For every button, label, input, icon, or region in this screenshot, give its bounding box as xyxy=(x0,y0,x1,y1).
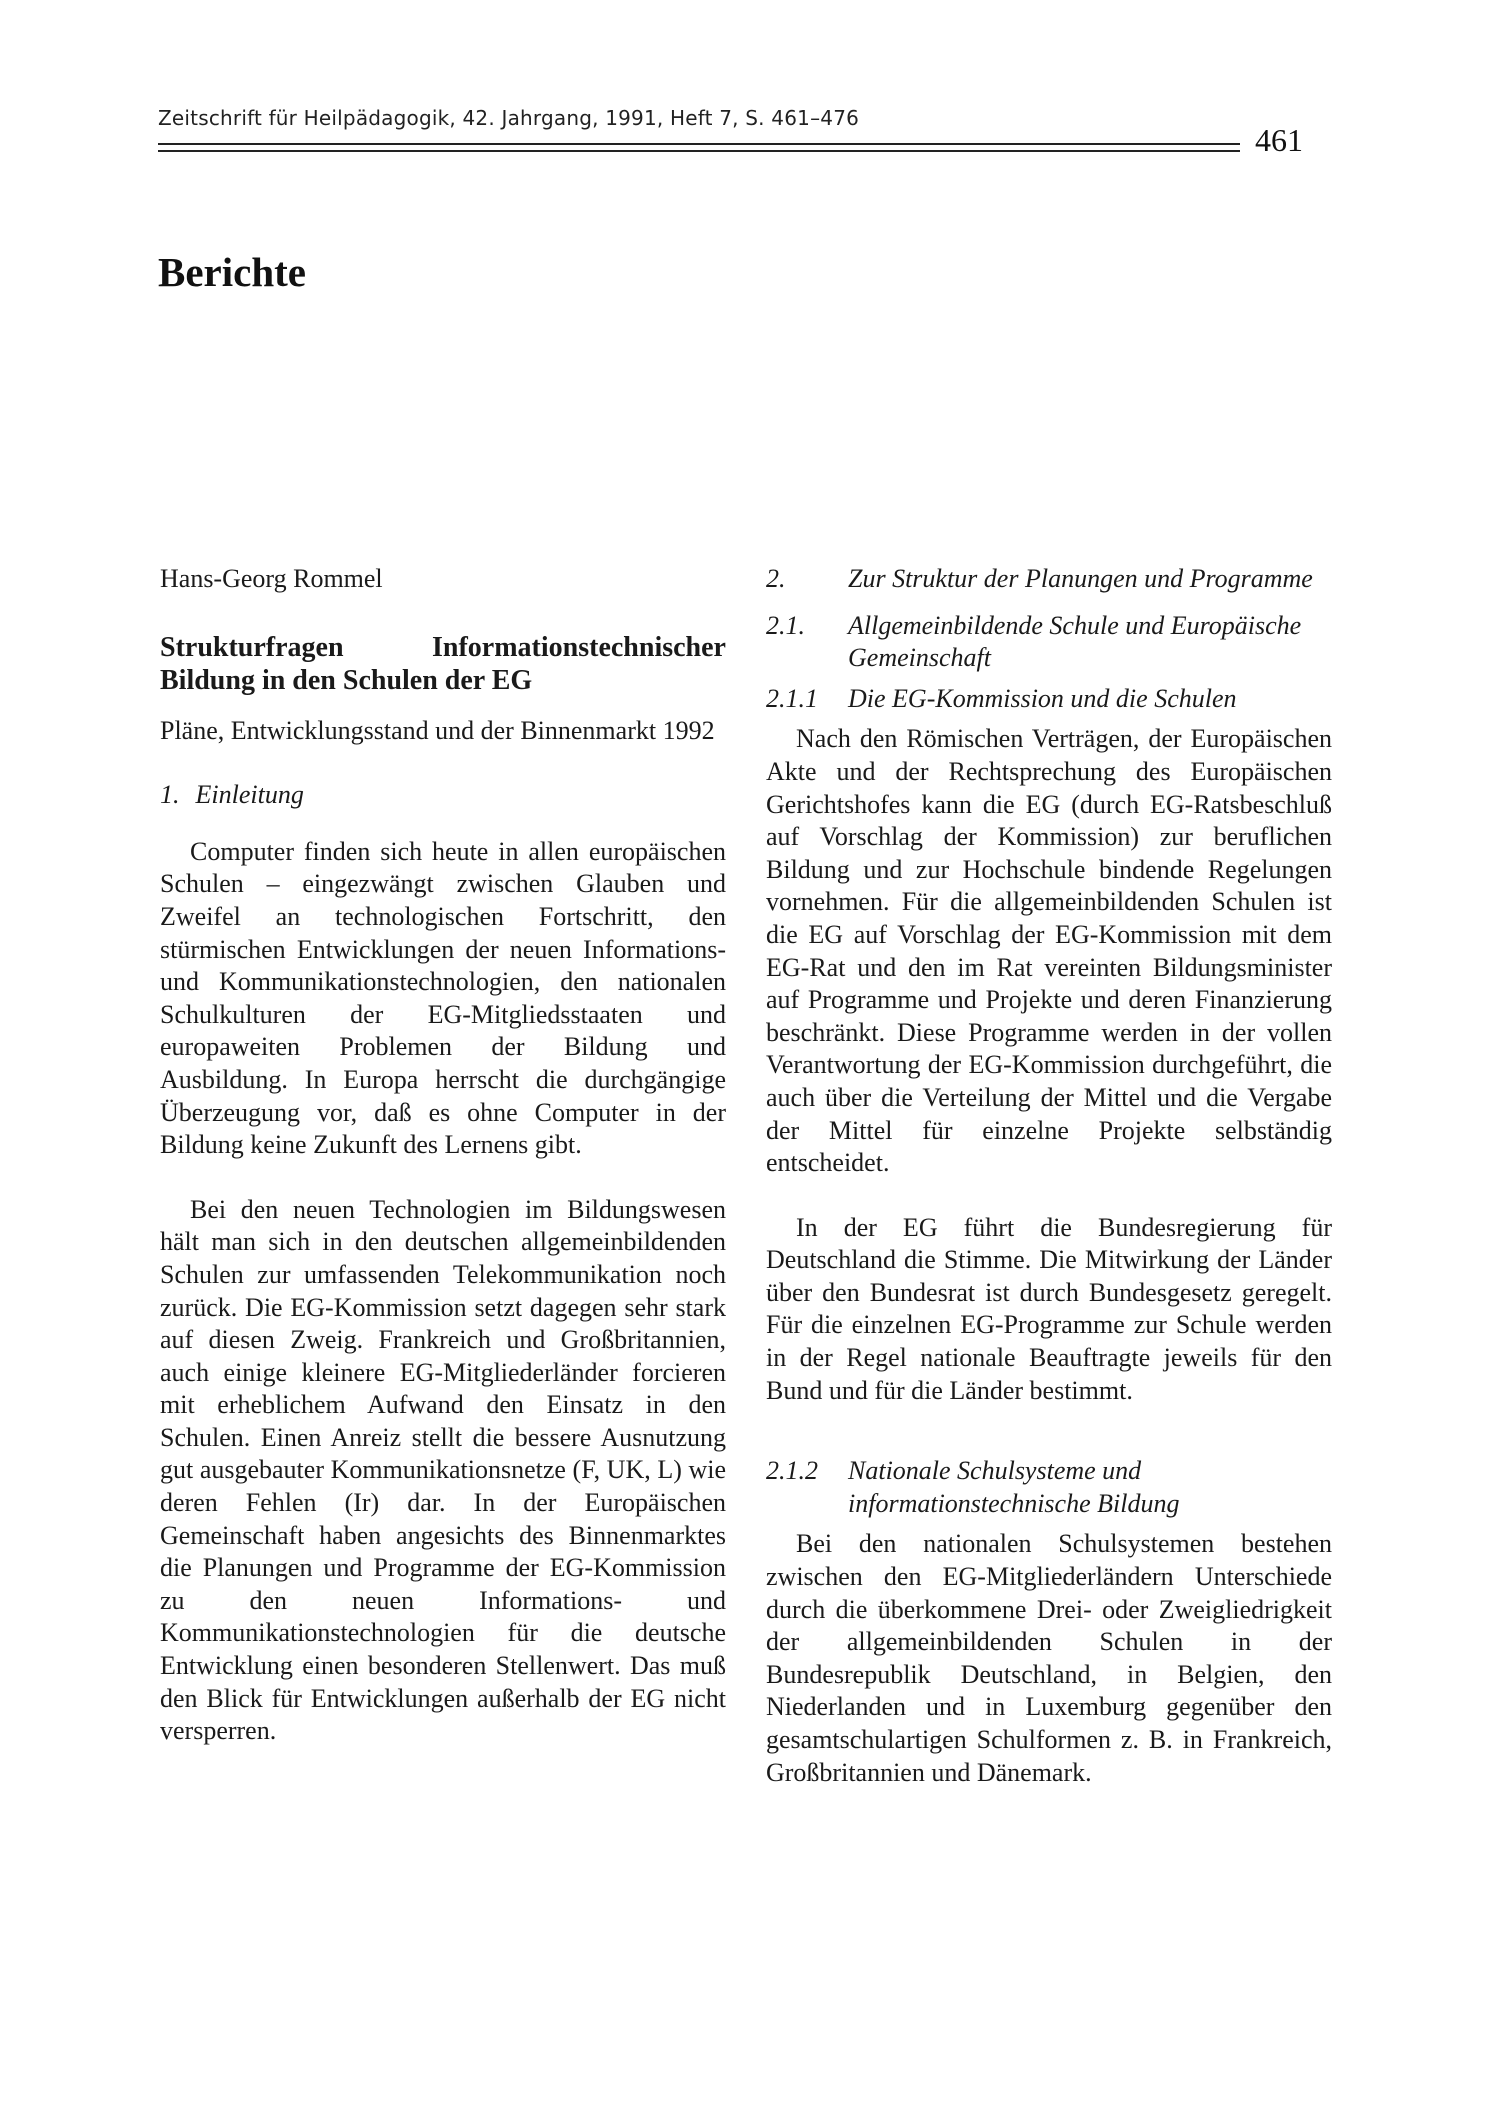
paragraph: Bei den nationalen Schulsystemen bestehen zwischen den EG-Mitgliederländern Unterschiede durch die überkommene Drei- oder Zweigliedrigkeit der allgemeinbildenden Schulen in der Bundesrepublik Deutschland, in Belgien, den Niederlanden und in Luxemburg gegenüber den gesamtschulartigen Schulformen z. B. in Frankreich, Großbritannien und Dänemark. xyxy=(766,1529,1332,1787)
header-rule-bottom xyxy=(158,150,1240,152)
heading-2-1 xyxy=(766,610,1332,675)
paragraph: Nach den Römischen Verträgen, der Europäischen Akte und der Rechtsprechung des Europäischen Gerichtshofes kann die EG (durch EG-Ratsbeschluß auf Vorschlag der Kommission) zur beruflichen Bildung und zur Hochschule bindende Regelungen vornehmen. Für die allgemeinbildenden Schulen ist die EG auf Vorschlag der EG-Kommission mit dem EG-Rat und den im Rat vereinten Bildungsminister auf Programme und Projekte und deren Finanzierung beschränkt. Diese Programme werden in der vollen Verantwortung der EG-Kommission durchgeführt, die auch über die Verteilung der Mittel und die Vergabe der Mittel für einzelne Projekte selbständig entscheidet. xyxy=(766,724,1332,1178)
author-name: Hans-Georg Rommel xyxy=(160,564,383,593)
heading-number: 2.1.2 xyxy=(766,1456,818,1486)
paragraph: In der EG führt die Bundesregierung für Deutschland die Stimme. Die Mitwirkung der Länder über den Bundesrat ist durch Bundesgesetz geregelt. Für die einzelnen EG-Programme zur Schule werden in der Regel nationale Beauftragte jeweils für den Bund und für die Länder bestimmt. xyxy=(766,1212,1332,1405)
section-title: Berichte xyxy=(158,249,306,295)
paragraph: Computer finden sich heute in allen europäischen Schulen – eingezwängt zwischen Glauben und Zweifel an technologischen Fortschritt, den stürmischen Entwicklungen der neuen Informations- und Kommunikationstechnologien, den nationalen Schulkulturen der EG-Mitgliedsstaaten und europaweiten Problemen der Bildung und Ausbildung. In Europa herrscht die durchgängige Überzeugung vor, daß es ohne Computer in der Bildung keine Zukunft des Lernens gibt. xyxy=(160,836,726,1160)
heading-2-1-1 xyxy=(766,683,1332,716)
heading-number: 2.1.1 xyxy=(766,683,818,713)
heading-text: Die EG-Kommission und die Schulen xyxy=(848,683,1237,713)
article-subtitle: Pläne, Entwicklungsstand und der Binnenmarkt 1992 xyxy=(160,715,715,745)
heading-number: 1. xyxy=(160,780,180,810)
article-title: Strukturfragen Informationstechnischer Bildung in den Schulen der EG xyxy=(160,631,726,696)
heading-text: Allgemeinbildende Schule und Europäische Gemeinschaft xyxy=(848,610,1302,673)
paragraph: Bei den neuen Technologien im Bildungswesen hält man sich in den deutschen allgemeinbildenden Schulen zur umfassenden Telekommunikation noch zurück. Die EG-Kommission setzt dagegen sehr stark auf diesen Zweig. Frankreich und Großbritannien, auch einige kleinere EG-Mitgliederländer forcieren mit erheblichem Aufwand den Einsatz in den Schulen. Einen Anreiz stellt die bessere Ausnutzung gut ausgebauter Kommunikationsnetze (F, UK, L) wie deren Fehlen (Ir) dar. In der Europäischen Gemeinschaft haben angesichts des Binnenmarktes die Planungen und Programme der EG-Kommission zu den neuen Informations- und Kommunikationstechnologien für die deutsche Entwicklung einen besonderen Stellenwert. Das muß den Blick für Entwicklungen außerhalb der EG nicht versperren. xyxy=(160,1194,726,1746)
heading-number: 2. xyxy=(766,564,786,593)
heading-text: Nationale Schulsysteme und informationstechnische Bildung xyxy=(848,1456,1180,1518)
left-column xyxy=(160,563,726,1748)
header-rule-top xyxy=(158,143,1240,145)
heading-einleitung xyxy=(160,779,726,812)
running-head: Zeitschrift für Heilpädagogik, 42. Jahrgang, 1991, Heft 7, S. 461–476 xyxy=(158,106,860,130)
heading-number: 2.1. xyxy=(766,610,805,640)
heading-text: Einleitung xyxy=(195,780,304,810)
page-number: 461 xyxy=(1255,122,1303,158)
right-column xyxy=(766,563,1332,1789)
heading-2 xyxy=(766,563,1332,596)
heading-2-1-2 xyxy=(766,1455,1332,1520)
heading-text: Zur Struktur der Planungen und Programme xyxy=(848,564,1313,593)
